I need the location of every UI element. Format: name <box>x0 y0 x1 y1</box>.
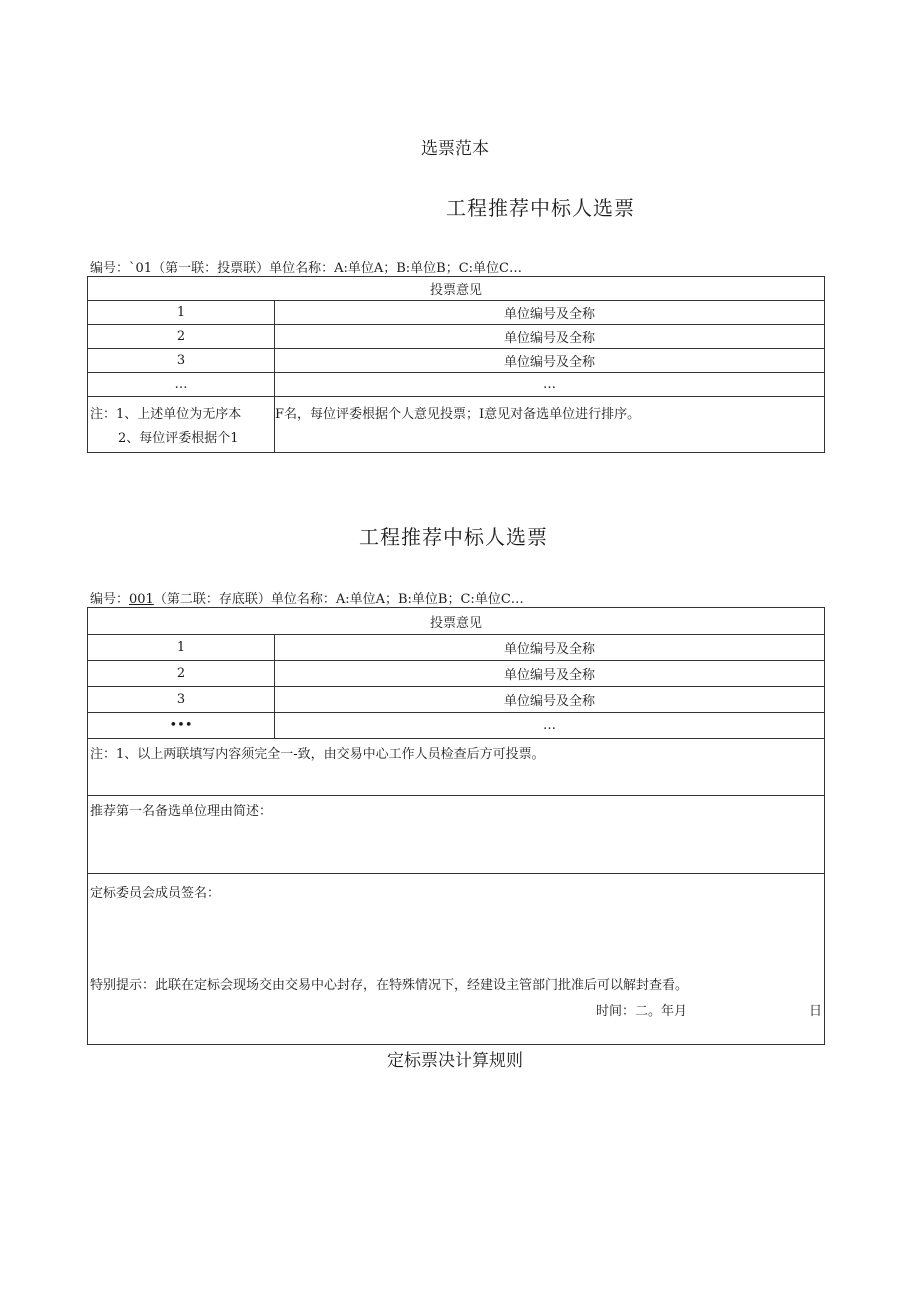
note-left-line1: 注：1、上述单位为无序本 <box>90 407 242 422</box>
form2-header-line <box>90 588 524 607</box>
note-right-line1: F名，每位评委根据个人意见投票；I意见对备选单位进行排序。 <box>275 407 641 422</box>
signature-row <box>88 874 825 1045</box>
rank-cell: 3 <box>88 349 275 373</box>
table-row <box>88 635 825 661</box>
note-right-cell <box>275 397 825 453</box>
form2-header-rest: （第二联：存底联）单位名称：A:单位A；B:单位B；C:单位C… <box>153 592 524 607</box>
note-left-cell <box>88 397 275 453</box>
table-row <box>88 661 825 687</box>
vote-opinion-header: 投票意见 <box>88 277 825 301</box>
unit-cell[interactable]: 单位编号及全称 <box>275 301 825 325</box>
unit-cell[interactable]: … <box>275 373 825 397</box>
unit-cell[interactable]: … <box>275 713 825 739</box>
unit-cell[interactable]: 单位编号及全称 <box>275 687 825 713</box>
note-cell: 注：1、以上两联填写内容须完全一-致，由交易中心工作人员检查后方可投票。 <box>88 739 825 796</box>
rank-cell: … <box>88 373 275 397</box>
table-header-row <box>88 277 825 301</box>
table-row <box>88 325 825 349</box>
rank-cell: 2 <box>88 661 275 687</box>
table-row <box>88 373 825 397</box>
table-row <box>88 349 825 373</box>
table-row <box>88 713 825 739</box>
table-row <box>88 687 825 713</box>
form2-header-number: 001 <box>129 592 154 607</box>
form1-header-prefix: 编号： <box>90 261 130 276</box>
note-row <box>88 397 825 453</box>
note-row <box>88 739 825 796</box>
rank-cell: 3 <box>88 687 275 713</box>
footer-title: 定标票决计算规则 <box>387 1051 523 1071</box>
reason-field[interactable]: 推荐第一名备选单位理由简述： <box>88 796 825 874</box>
form1-header-number: `01 <box>129 261 153 276</box>
signature-label: 定标委员会成员签名： <box>90 886 221 901</box>
signature-cell <box>88 874 825 1045</box>
vote-opinion-header: 投票意见 <box>88 608 825 635</box>
rank-cell: ••• <box>88 713 275 739</box>
form1-header-line <box>90 257 522 276</box>
unit-cell[interactable]: 单位编号及全称 <box>275 661 825 687</box>
day-label: 日 <box>809 1004 823 1019</box>
form1-header-rest: （第一联：投票联）单位名称：A:单位A；B:单位B；C:单位C… <box>152 261 522 276</box>
form1-title: 工程推荐中标人选票 <box>446 196 635 220</box>
form1-vote-table <box>87 276 825 453</box>
form2-title: 工程推荐中标人选票 <box>359 525 548 549</box>
table-row <box>88 301 825 325</box>
unit-cell[interactable]: 单位编号及全称 <box>275 635 825 661</box>
unit-cell[interactable]: 单位编号及全称 <box>275 349 825 373</box>
special-notice: 特别提示：此联在定标会现场交由交易中心封存，在特殊情况下，经建设主管部门批准后可以解封查看。 <box>90 978 689 993</box>
unit-cell[interactable]: 单位编号及全称 <box>275 325 825 349</box>
sample-title: 选票范本 <box>421 139 489 159</box>
rank-cell: 2 <box>88 325 275 349</box>
form2-vote-table <box>87 607 825 1045</box>
form2-header-prefix: 编号： <box>90 592 130 607</box>
rank-cell: 1 <box>88 301 275 325</box>
reason-row <box>88 796 825 874</box>
note-left-line2: 2、每位评委根据个1 <box>118 431 239 446</box>
date-label: 时间：二。年月 <box>596 1004 688 1019</box>
table-header-row <box>88 608 825 635</box>
rank-cell: 1 <box>88 635 275 661</box>
